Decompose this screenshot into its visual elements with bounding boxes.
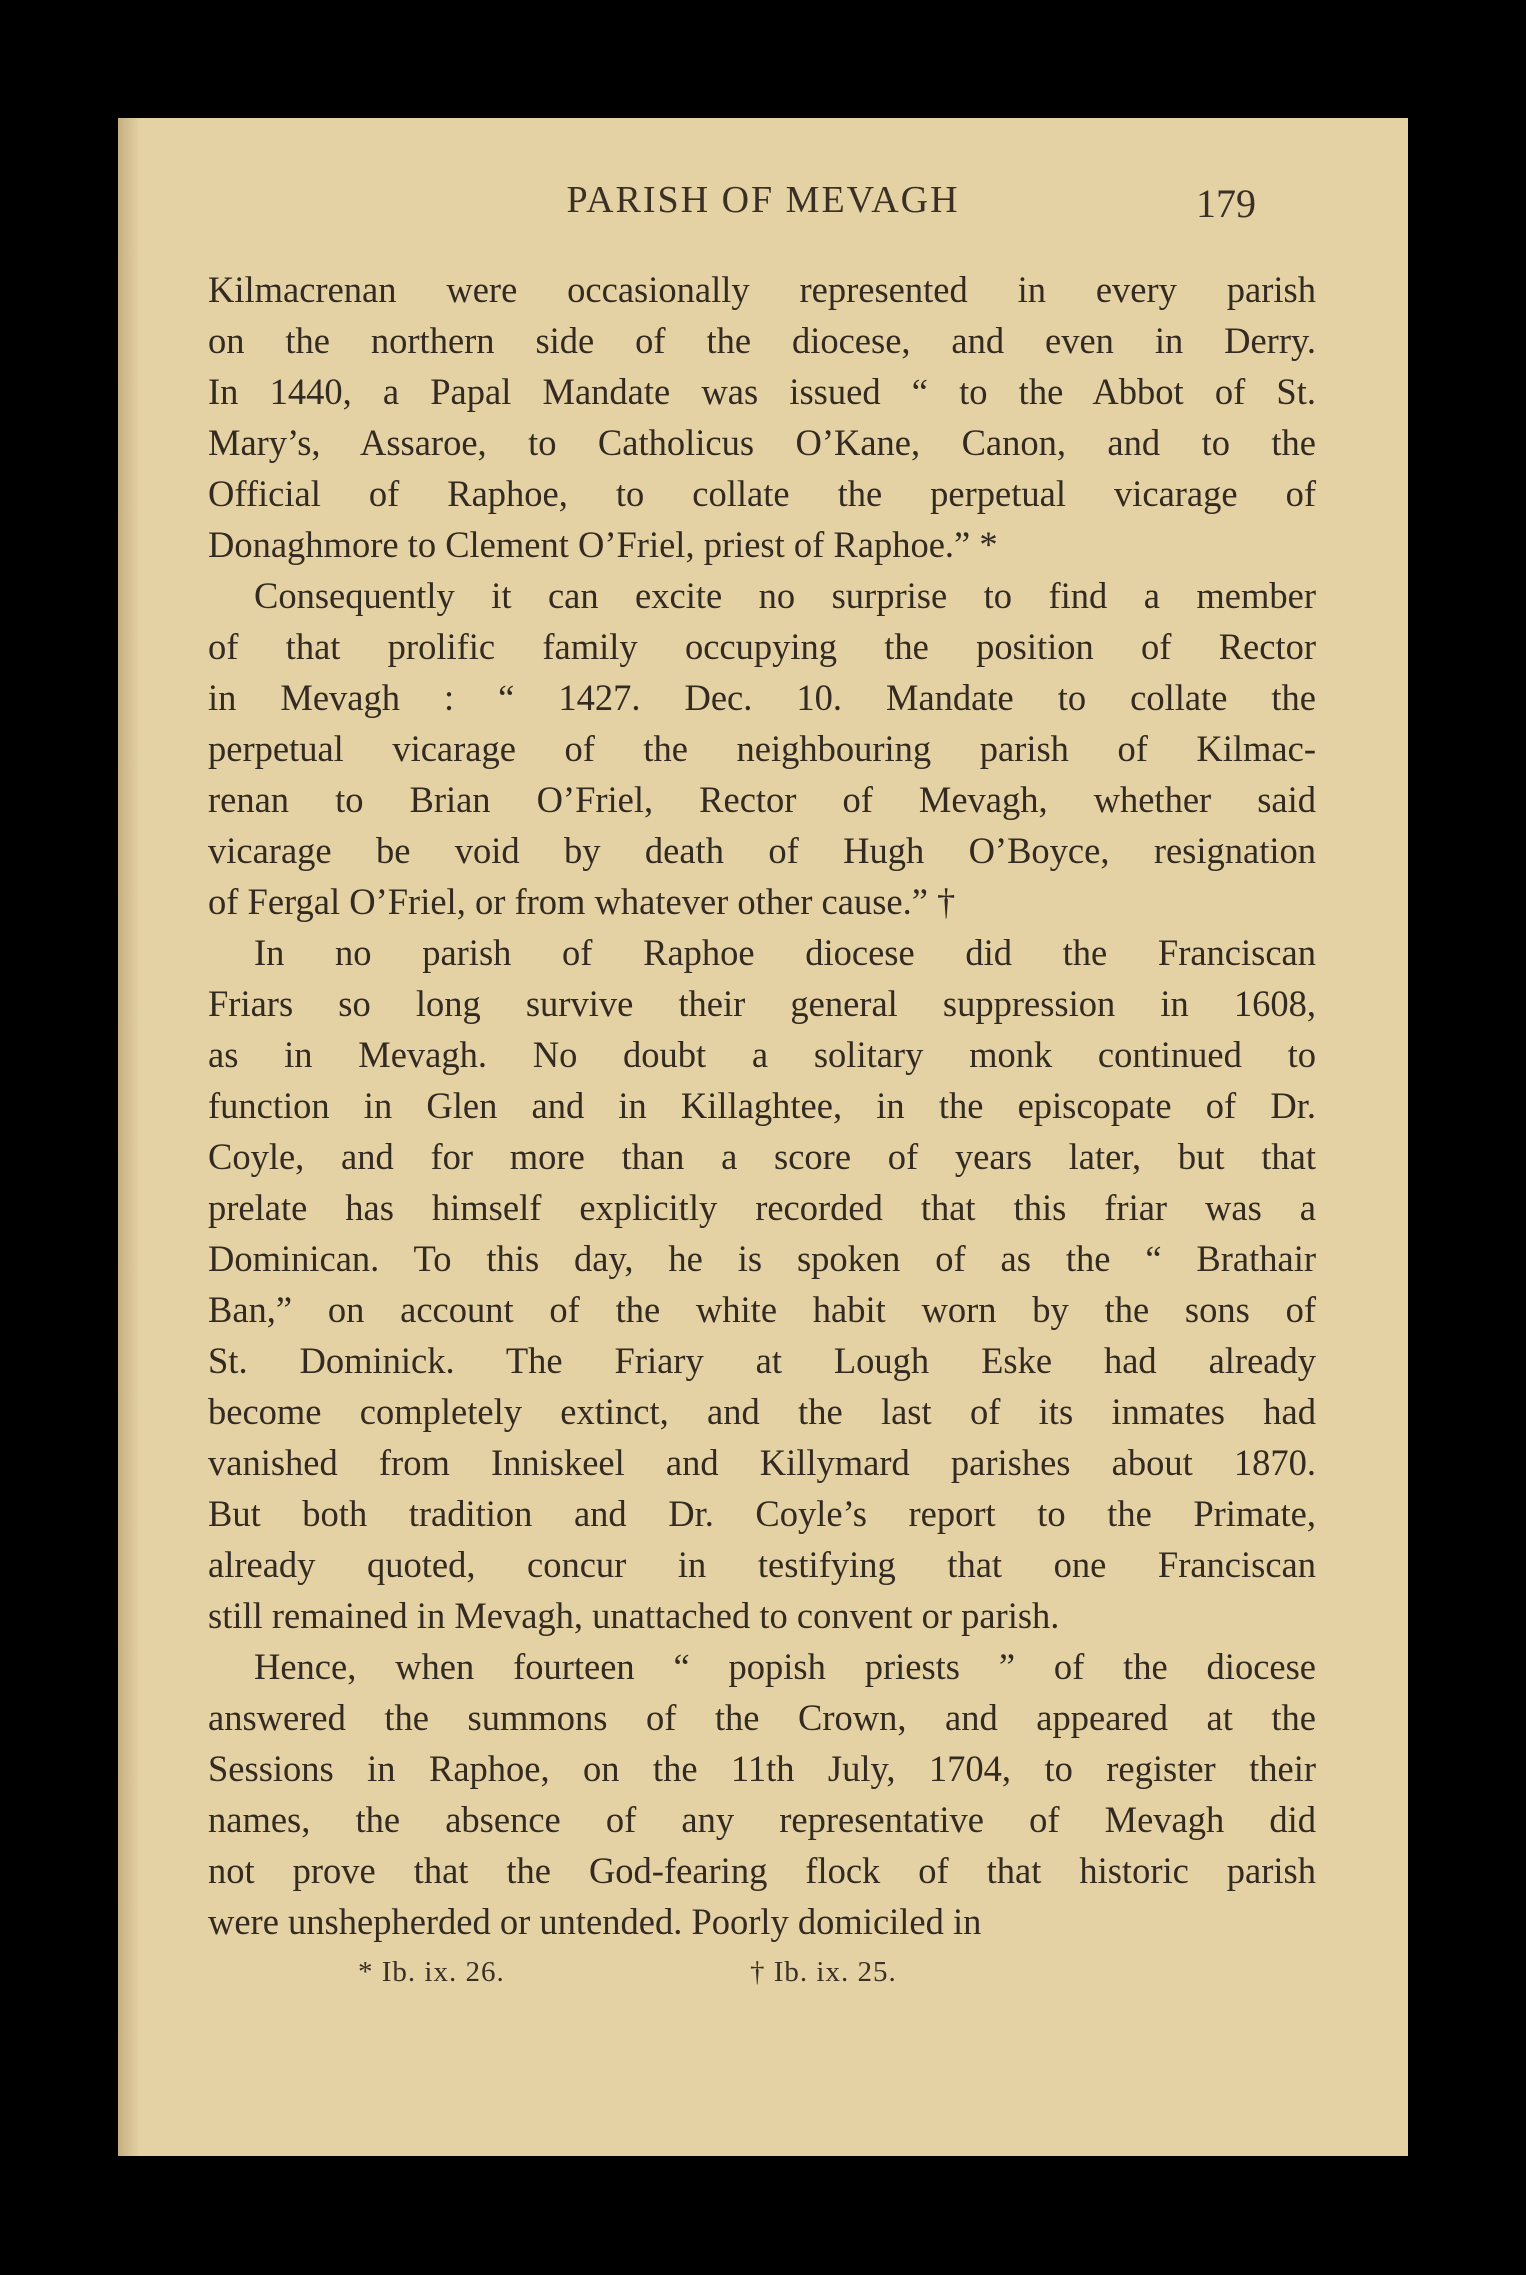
paragraph-4 [208,1641,1316,1947]
text-line: Donaghmore to Clement O’Friel, priest of Raphoe.” * [208,524,998,565]
paragraph-2 [208,570,1316,927]
text-line: renan to Brian O’Friel, Rector of Mevagh, whether said [208,779,1316,820]
text-line: Ban,” on account of the white habit worn by the sons of [208,1289,1316,1330]
text-line: of that prolific family occupying the position of Rector [208,626,1316,667]
text-line: In no parish of Raphoe diocese did the Franciscan [254,932,1316,973]
text-line: as in Mevagh. No doubt a solitary monk continued to [208,1034,1316,1075]
book-page [118,118,1408,2156]
text-line: already quoted, concur in testifying that one Franciscan [208,1544,1316,1585]
page-header [118,178,1408,238]
paragraph-1 [208,264,1316,570]
text-line: Kilmacrenan were occasionally represented in every parish [208,269,1316,310]
text-line: of Fergal O’Friel, or from whatever other cause.” † [208,881,956,922]
text-line: on the northern side of the diocese, and even in Derry. [208,320,1316,361]
text-line: Sessions in Raphoe, on the 11th July, 1704, to register their [208,1748,1316,1789]
page-number: 179 [1196,181,1256,226]
text-line: In 1440, a Papal Mandate was issued “ to the Abbot of St. [208,371,1316,412]
text-line: names, the absence of any representative of Mevagh did [208,1799,1316,1840]
text-line: vicarage be void by death of Hugh O’Boyce, resignation [208,830,1316,871]
text-line: Coyle, and for more than a score of years later, but that [208,1136,1316,1177]
text-line: were unshepherded or untended. Poorly domiciled in [208,1901,982,1942]
footnote-2: † Ib. ix. 25. [750,1956,897,1988]
body-text [208,264,1316,1947]
text-line: prelate has himself explicitly recorded that this friar was a [208,1187,1316,1228]
text-line: still remained in Mevagh, unattached to convent or parish. [208,1595,1060,1636]
text-line: Hence, when fourteen “ popish priests ” of the diocese [254,1646,1316,1687]
text-line: Consequently it can excite no surprise to find a member [254,575,1316,616]
text-line: St. Dominick. The Friary at Lough Eske had already [208,1340,1316,1381]
text-line: Dominican. To this day, he is spoken of as the “ Brathair [208,1238,1316,1279]
text-line: in Mevagh : “ 1427. Dec. 10. Mandate to collate the [208,677,1316,718]
text-line: Official of Raphoe, to collate the perpetual vicarage of [208,473,1316,514]
paragraph-3 [208,927,1316,1641]
running-head: PARISH OF MEVAGH [566,179,960,221]
text-line: perpetual vicarage of the neighbouring parish of Kilmac- [208,728,1316,769]
text-line: answered the summons of the Crown, and appeared at the [208,1697,1316,1738]
text-line: Mary’s, Assaroe, to Catholicus O’Kane, Canon, and to the [208,422,1316,463]
text-line: become completely extinct, and the last of its inmates had [208,1391,1316,1432]
text-line: Friars so long survive their general suppression in 1608, [208,983,1316,1024]
text-line: But both tradition and Dr. Coyle’s report to the Primate, [208,1493,1316,1534]
text-line: function in Glen and in Killaghtee, in the episcopate of Dr. [208,1085,1316,1126]
footnote-1: * Ib. ix. 26. [358,1956,505,1988]
text-line: not prove that the God-fearing flock of that historic parish [208,1850,1316,1891]
text-line: vanished from Inniskeel and Killymard parishes about 1870. [208,1442,1316,1483]
